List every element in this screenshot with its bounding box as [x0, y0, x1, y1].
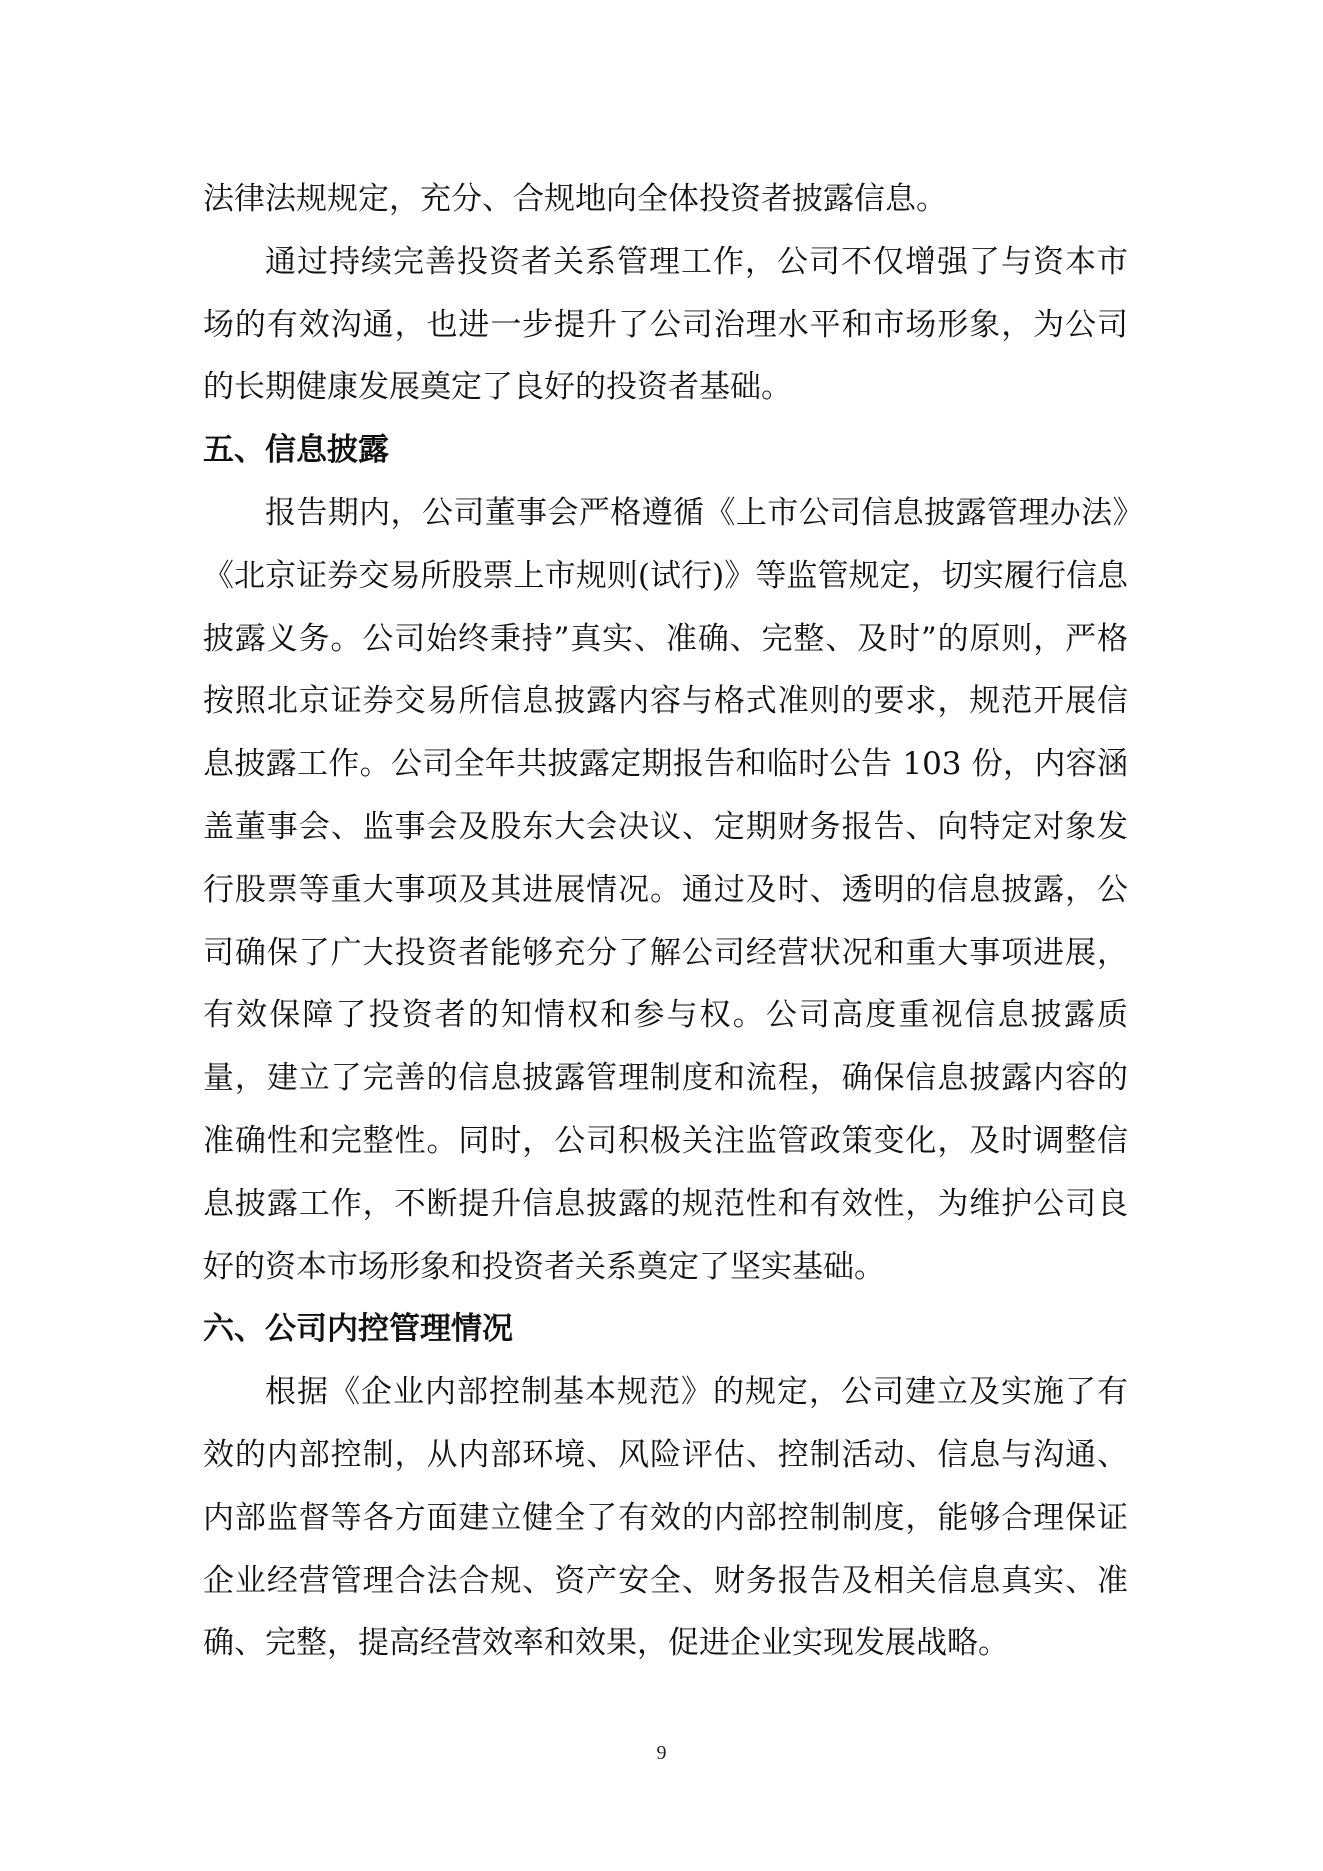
page-number: 9	[656, 1742, 667, 1764]
paragraph-internal-control: 根据《企业内部控制基本规范》的规定，公司建立及实施了有效的内部控制，从内部环境、风险评估、控制活动、信息与沟通、内部监督等各方面建立健全了有效的内部控制制度，能够合理保证企业经营管理合法合规、资产安全、财务报告及相关信息真实、准确、完整，提高经营效率和效果，促进企业实现发展战略。	[203, 1374, 1128, 1662]
section-heading-information-disclosure: 五、信息披露	[203, 432, 389, 469]
document-body	[203, 168, 1128, 1675]
paragraph-continuation: 法律法规规定，充分、合规地向全体投资者披露信息。	[203, 181, 947, 217]
paragraph-investor-relations: 通过持续完善投资者关系管理工作，公司不仅增强了与资本市场的有效沟通，也进一步提升了公司治理水平和市场形象，为公司的长期健康发展奠定了良好的投资者基础。	[203, 243, 1128, 406]
section-heading-internal-control: 六、公司内控管理情况	[203, 1311, 513, 1348]
paragraph-information-disclosure: 报告期内，公司董事会严格遵循《上市公司信息披露管理办法》《北京证券交易所股票上市规则(试行)》等监管规定，切实履行信息披露义务。公司始终秉持”真实、准确、完整、及时”的原则，严格按照北京证券交易所信息披露内容与格式准则的要求，规范开展信息披露工作。公司全年共披露定期报告和临时公告 103 份，内容涵盖董事会、监事会及股东大会决议、定期财务报告、向特定对象发行股票等重大事项及其进展情况。通过及时、透明的信息披露，公司确保了广大投资者能够充分了解公司经营状况和重大事项进展，有效保障了投资者的知情权和参与权。公司高度重视信息披露质量，建立了完善的信息披露管理制度和流程，确保信息披露内容的准确性和完整性。同时，公司积极关注监管政策变化，及时调整信息披露工作，不断提升信息披露的规范性和有效性，为维护公司良好的资本市场形象和投资者关系奠定了坚实基础。	[203, 494, 1128, 1285]
